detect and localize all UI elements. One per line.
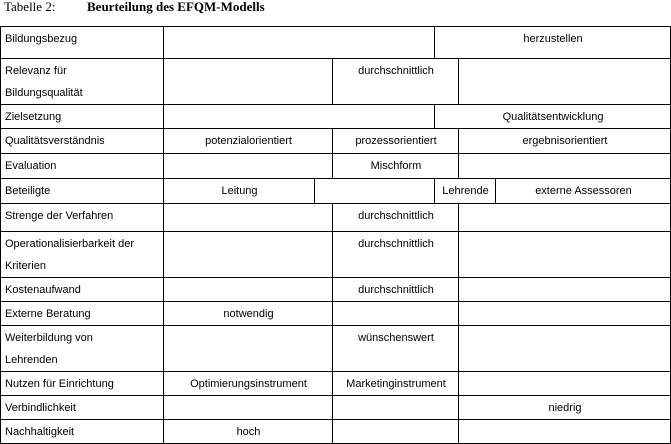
empty-cell — [459, 372, 671, 396]
row-label-line: Bildungsqualität — [5, 87, 83, 99]
value-cell: durchschnittlich — [333, 59, 459, 105]
empty-cell — [164, 105, 435, 129]
row-label: Verbindlichkeit — [1, 396, 164, 420]
empty-cell — [164, 278, 333, 302]
row-label: Externe Beratung — [1, 302, 164, 326]
row-label-line: Lehrenden — [5, 354, 58, 366]
table-row — [1, 179, 671, 204]
empty-cell — [164, 27, 435, 59]
table-number: Tabelle 2: — [4, 0, 56, 14]
table-row — [1, 105, 671, 129]
row-label: Strenge der Verfahren — [1, 204, 164, 232]
empty-cell — [315, 179, 435, 204]
table-row — [1, 59, 671, 105]
table-row — [1, 27, 671, 59]
empty-cell — [459, 326, 671, 372]
empty-cell — [333, 302, 459, 326]
row-label — [1, 59, 164, 105]
empty-cell — [164, 396, 333, 420]
table-caption — [4, 0, 265, 21]
value-cell: ergebnisorientiert — [459, 129, 671, 154]
value-cell: durchschnittlich — [333, 204, 459, 232]
value-cell: niedrig — [459, 396, 671, 420]
table-row — [1, 129, 671, 154]
empty-cell — [459, 204, 671, 232]
value-cell: potenzialorientiert — [164, 129, 333, 154]
row-label-line: Operationalisierbarkeit der — [5, 238, 135, 250]
value-cell: Mischform — [333, 154, 459, 179]
empty-cell — [459, 154, 671, 179]
evaluation-table — [0, 26, 671, 444]
row-label: Kostenaufwand — [1, 278, 164, 302]
value-cell: durchschnittlich — [333, 278, 459, 302]
row-label: Bildungsbezug — [1, 27, 164, 59]
value-cell: notwendig — [164, 302, 333, 326]
row-label: Zielsetzung — [1, 105, 164, 129]
value-cell: wünschenswert — [333, 326, 459, 372]
empty-cell — [459, 278, 671, 302]
row-label — [1, 232, 164, 278]
table-row — [1, 396, 671, 420]
value-cell: prozessorientiert — [333, 129, 459, 154]
table-row — [1, 232, 671, 278]
table-row — [1, 326, 671, 372]
row-label — [1, 326, 164, 372]
row-label: Nachhaltigkeit — [1, 420, 164, 444]
empty-cell — [164, 59, 333, 105]
table-row — [1, 204, 671, 232]
empty-cell — [333, 396, 459, 420]
empty-cell — [164, 326, 333, 372]
empty-cell — [164, 204, 333, 232]
row-label-line: Relevanz für — [5, 65, 67, 77]
value-cell: herzustellen — [435, 27, 671, 59]
empty-cell — [164, 232, 333, 278]
table-row — [1, 154, 671, 179]
row-label: Beteiligte — [1, 179, 164, 204]
row-label: Evaluation — [1, 154, 164, 179]
value-cell: Qualitätsentwicklung — [435, 105, 671, 129]
table-row — [1, 278, 671, 302]
table-row — [1, 372, 671, 396]
value-cell: externe Assessoren — [496, 179, 671, 204]
empty-cell — [164, 154, 333, 179]
value-cell: Optimierungsinstrument — [164, 372, 333, 396]
value-cell: Leitung — [164, 179, 315, 204]
row-label: Nutzen für Einrichtung — [1, 372, 164, 396]
value-cell: hoch — [164, 420, 333, 444]
value-cell: Lehrende — [435, 179, 496, 204]
table-title: Beurteilung des EFQM-Modells — [87, 0, 265, 14]
value-cell: Marketinginstrument — [333, 372, 459, 396]
row-label: Qualitätsverständnis — [1, 129, 164, 154]
row-label-line: Kriterien — [5, 260, 46, 272]
value-cell: durchschnittlich — [333, 232, 459, 278]
empty-cell — [459, 302, 671, 326]
table-row — [1, 302, 671, 326]
empty-cell — [459, 59, 671, 105]
empty-cell — [459, 232, 671, 278]
row-label-line: Weiterbildung von — [5, 332, 93, 344]
